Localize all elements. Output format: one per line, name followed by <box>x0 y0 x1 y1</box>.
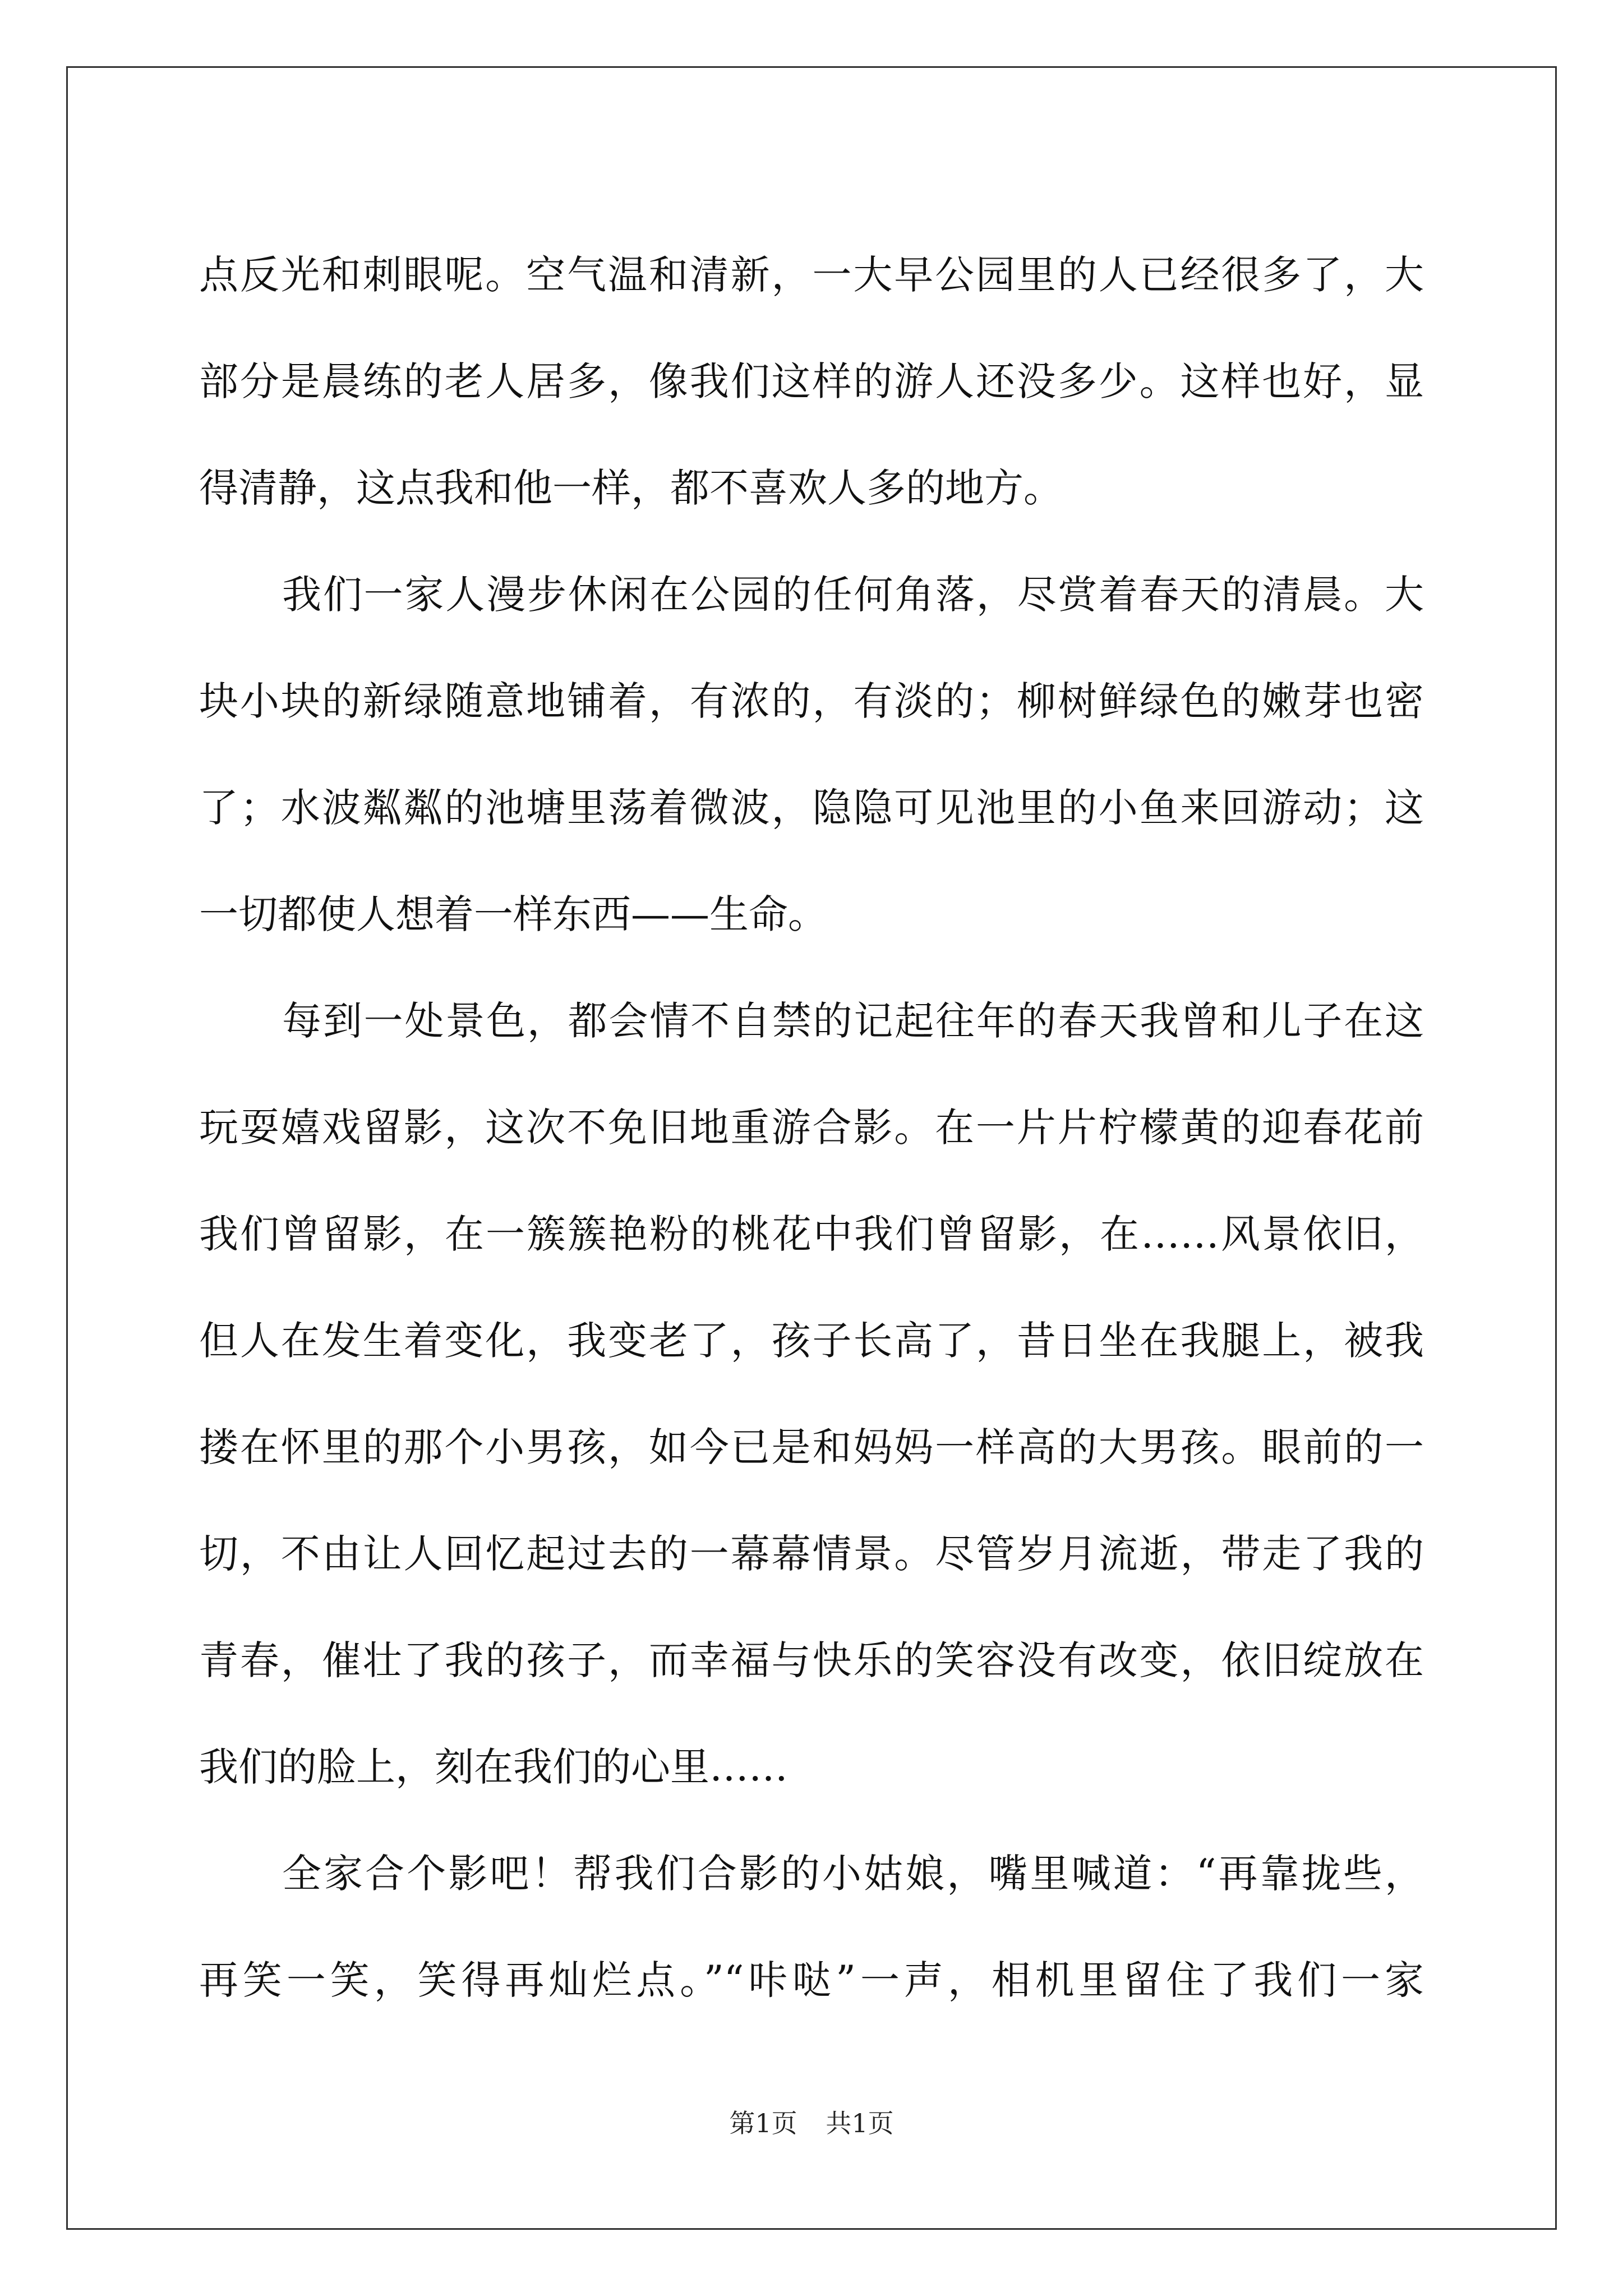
text-line: 切，不由让人回忆起过去的一幕幕情景。尽管岁月流逝，带走了我的 <box>199 1531 1424 1577</box>
text-line: 全家合个影吧！帮我们合影的小姑娘，嘴里喊道：“再靠拢些， <box>282 1851 1424 1897</box>
page-footer <box>0 2106 1623 2140</box>
text-line: 我们曾留影，在一簇簇艳粉的桃花中我们曾留影，在……风景依旧， <box>199 1211 1424 1257</box>
text-line: 一切都使人想着一样东西——生命。 <box>199 891 827 937</box>
document-body <box>199 222 1424 2033</box>
page-number: 第1页 <box>729 2108 797 2138</box>
text-line: 青春，催壮了我的孩子，而幸福与快乐的笑容没有改变，依旧绽放在 <box>199 1637 1424 1683</box>
page-total: 共1页 <box>826 2108 894 2138</box>
text-line: 我们一家人漫步休闲在公园的任何角落，尽赏着春天的清晨。大 <box>282 572 1424 618</box>
text-line: 但人在发生着变化，我变老了，孩子长高了，昔日坐在我腿上，被我 <box>199 1318 1424 1364</box>
text-line: 块小块的新绿随意地铺着，有浓的，有淡的；柳树鲜绿色的嫩芽也密 <box>199 678 1424 724</box>
text-line: 再笑一笑，笑得再灿烂点。”“咔哒”一声，相机里留住了我们一家 <box>199 1957 1424 2003</box>
text-line: 了；水波粼粼的池塘里荡着微波，隐隐可见池里的小鱼来回游动；这 <box>199 785 1424 831</box>
text-line: 点反光和刺眼呢。空气温和清新，一大早公园里的人已经很多了，大 <box>199 252 1424 298</box>
text-line: 每到一处景色，都会情不自禁的记起往年的春天我曾和儿子在这 <box>282 998 1424 1044</box>
text-line: 得清静，这点我和他一样，都不喜欢人多的地方。 <box>199 465 1063 511</box>
text-line: 玩耍嬉戏留影，这次不免旧地重游合影。在一片片柠檬黄的迎春花前 <box>199 1105 1424 1151</box>
text-line: 搂在怀里的那个小男孩，如今已是和妈妈一样高的大男孩。眼前的一 <box>199 1424 1424 1470</box>
text-line: 部分是晨练的老人居多，像我们这样的游人还没多少。这样也好，显 <box>199 358 1424 404</box>
text-line: 我们的脸上，刻在我们的心里…… <box>199 1744 788 1790</box>
